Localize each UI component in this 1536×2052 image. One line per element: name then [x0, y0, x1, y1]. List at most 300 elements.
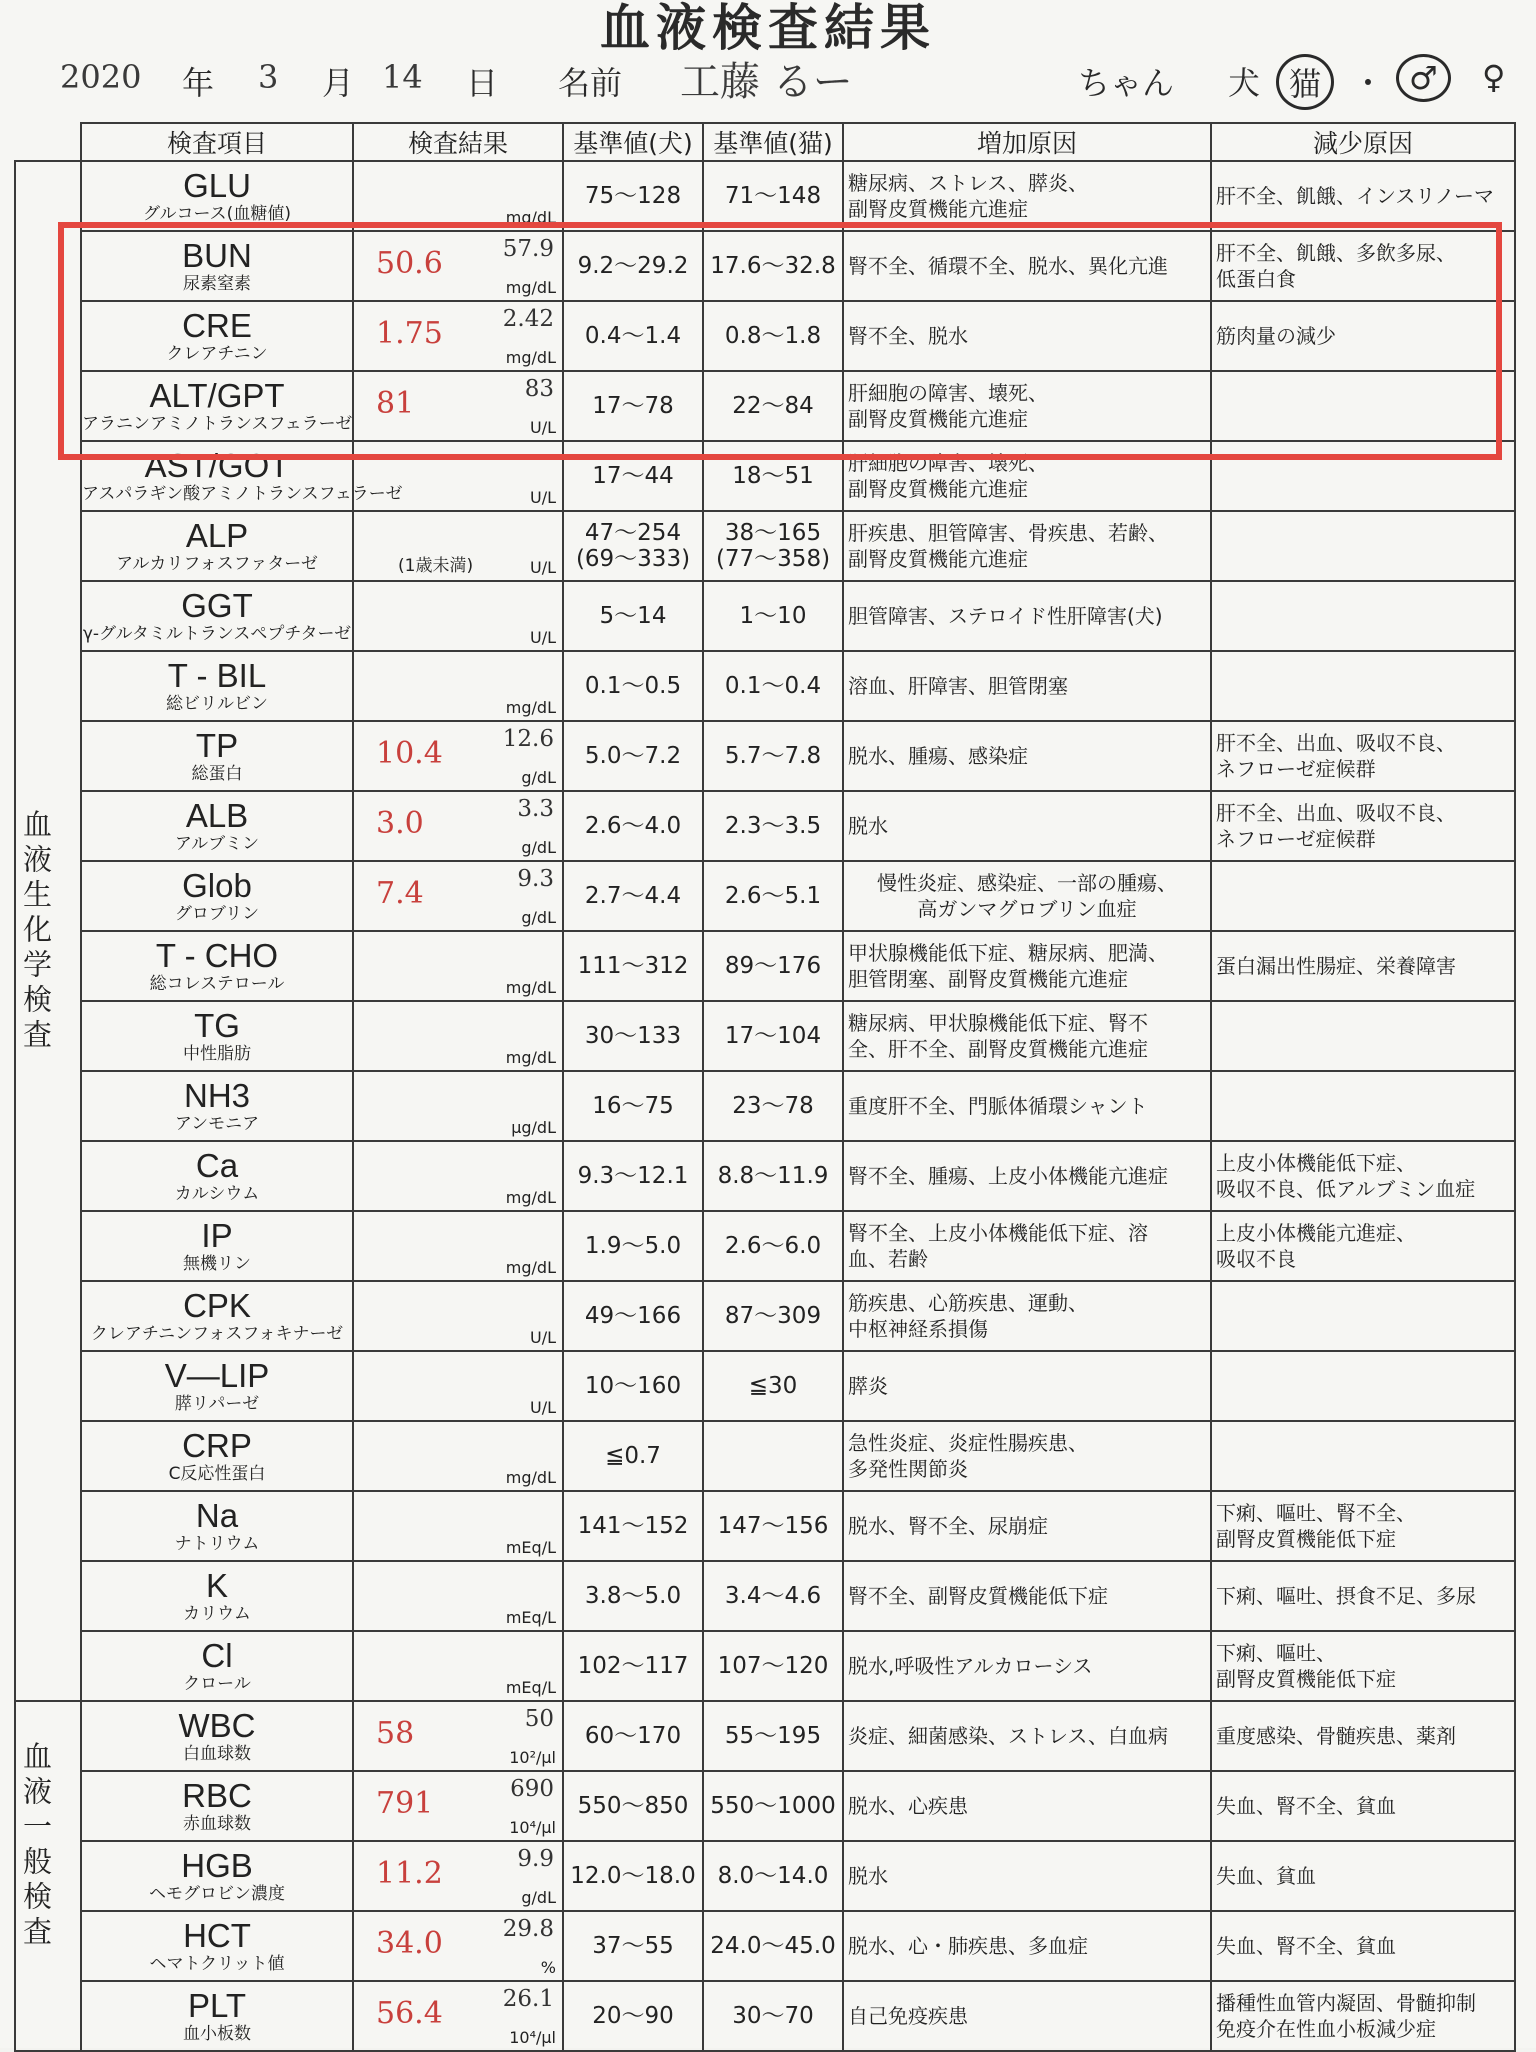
test-name-jp: C反応性蛋白	[168, 1464, 266, 1484]
table-row	[15, 1071, 1515, 1141]
col-result: 検査結果	[353, 123, 563, 161]
decrease-cause	[1211, 651, 1515, 721]
result-unit: μg/dL	[511, 1118, 556, 1137]
ref-dog: 141～152	[563, 1491, 703, 1561]
result-unit: U/L	[529, 418, 556, 437]
test-name-jp: ヘモグロビン濃度	[149, 1884, 285, 1904]
increase-cause: 脱水、腎不全、尿崩症	[843, 1491, 1211, 1561]
test-code: CPK	[183, 1287, 251, 1324]
test-name-jp: 中性脂肪	[183, 1044, 251, 1064]
test-name-jp: アルブミン	[174, 834, 260, 854]
test-name-jp: 総蛋白	[191, 764, 243, 784]
result-unit: mEq/L	[505, 1608, 556, 1627]
decrease-cause: 上皮小体機能亢進症、 吸収不良	[1211, 1211, 1515, 1281]
result-unit: 10⁴/μl	[509, 1818, 556, 1837]
test-code: V—LIP	[164, 1357, 270, 1394]
increase-cause: 重度肝不全、門脈体循環シャント	[843, 1071, 1211, 1141]
test-result	[353, 1141, 563, 1211]
test-item	[81, 1491, 353, 1561]
test-code: ALT/GPT	[149, 377, 285, 414]
sex-female: ♀	[1482, 58, 1506, 96]
ref-dog: 17～78	[563, 371, 703, 441]
test-name-jp: 無機リン	[183, 1254, 251, 1274]
ref-cat: 38～165 (77～358)	[703, 511, 843, 581]
result-value-red: 58	[376, 1716, 415, 1751]
ref-cat: 22～84	[703, 371, 843, 441]
col-decrease: 減少原因	[1211, 123, 1515, 161]
test-item	[81, 1281, 353, 1351]
test-item	[81, 1911, 353, 1981]
decrease-cause: 肝不全、飢餓、インスリノーマ	[1211, 161, 1515, 231]
increase-cause: 急性炎症、炎症性腸疾患、 多発性関節炎	[843, 1421, 1211, 1491]
decrease-cause	[1211, 1071, 1515, 1141]
ref-dog: 3.8～5.0	[563, 1561, 703, 1631]
ref-dog: 550～850	[563, 1771, 703, 1841]
test-result	[353, 371, 563, 441]
increase-cause: 筋疾患、心筋疾患、運動、 中枢神経系損傷	[843, 1281, 1211, 1351]
increase-cause: 脱水	[843, 1841, 1211, 1911]
test-item	[81, 1771, 353, 1841]
test-item	[81, 371, 353, 441]
test-result	[353, 511, 563, 581]
ref-cat: 107～120	[703, 1631, 843, 1701]
test-code: GGT	[181, 587, 253, 624]
table-row	[15, 1421, 1515, 1491]
ref-cat: 1～10	[703, 581, 843, 651]
ref-cat: 5.7～7.8	[703, 721, 843, 791]
result-unit: U/L	[529, 628, 556, 647]
test-item	[81, 861, 353, 931]
test-item	[81, 511, 353, 581]
result-unit: 10²/μl	[509, 1748, 556, 1767]
separator-dot: ・	[1352, 64, 1385, 102]
result-value-previous: 50	[524, 1706, 554, 1732]
table-row	[15, 1141, 1515, 1211]
test-code: IP	[201, 1217, 233, 1254]
table-row	[15, 371, 1515, 441]
test-result	[353, 301, 563, 371]
ref-cat: 30～70	[703, 1981, 843, 2051]
ref-dog: 37～55	[563, 1911, 703, 1981]
test-item	[81, 1071, 353, 1141]
test-name-jp: 白血球数	[183, 1744, 251, 1764]
ref-cat: 8.8～11.9	[703, 1141, 843, 1211]
result-unit: mg/dL	[505, 278, 556, 297]
table-row	[15, 1771, 1515, 1841]
table-row	[15, 1631, 1515, 1701]
test-name-jp: 膵リパーゼ	[174, 1394, 260, 1414]
test-code: HGB	[181, 1847, 253, 1884]
test-item	[81, 301, 353, 371]
test-name-jp: クレアチニン	[166, 344, 268, 364]
decrease-cause	[1211, 1001, 1515, 1071]
ref-dog: 5～14	[563, 581, 703, 651]
ref-dog: 1.9～5.0	[563, 1211, 703, 1281]
table-row	[15, 1701, 1515, 1771]
ref-cat: 71～148	[703, 161, 843, 231]
test-code: NH3	[183, 1077, 251, 1114]
decrease-cause	[1211, 371, 1515, 441]
ref-dog: 111～312	[563, 931, 703, 1001]
table-row	[15, 161, 1515, 231]
result-unit: U/L	[529, 558, 556, 577]
ref-dog: 47～254 (69～333)	[563, 511, 703, 581]
test-result	[353, 1421, 563, 1491]
decrease-cause: 下痢、嘔吐、 副腎皮質機能低下症	[1211, 1631, 1515, 1701]
test-item	[81, 1211, 353, 1281]
test-name-jp: 総ビリルビン	[166, 694, 268, 714]
test-item	[81, 791, 353, 861]
test-name-jp: カリウム	[183, 1604, 251, 1624]
ref-dog: 60～170	[563, 1701, 703, 1771]
test-name-jp: 赤血球数	[183, 1814, 251, 1834]
table-row	[15, 651, 1515, 721]
test-code: HCT	[183, 1917, 251, 1954]
test-code: ALB	[185, 797, 249, 834]
test-result	[353, 1771, 563, 1841]
test-result	[353, 231, 563, 301]
result-value-previous: 29.8	[502, 1916, 554, 1942]
result-value-red: 34.0	[376, 1926, 443, 1961]
increase-cause: 膵炎	[843, 1351, 1211, 1421]
test-name-jp: アラニンアミノトランスフェラーゼ	[82, 414, 353, 434]
report-title: 血液検査結果	[600, 0, 936, 57]
increase-cause: 炎症、細菌感染、ストレス、白血病	[843, 1701, 1211, 1771]
decrease-cause: 肝不全、飢餓、多飲多尿、 低蛋白食	[1211, 231, 1515, 301]
test-result	[353, 931, 563, 1001]
result-unit: g/dL	[521, 838, 556, 857]
test-name-jp: カルシウム	[174, 1184, 260, 1204]
test-code: TG	[194, 1007, 240, 1044]
test-name-jp: クロール	[183, 1674, 251, 1694]
header-spacer	[15, 123, 81, 161]
test-result	[353, 1561, 563, 1631]
result-unit: mEq/L	[505, 1678, 556, 1697]
increase-cause: 溶血、肝障害、胆管閉塞	[843, 651, 1211, 721]
test-code: AST/GOT	[144, 447, 290, 484]
increase-cause: 脱水、心・肺疾患、多血症	[843, 1911, 1211, 1981]
increase-cause: 糖尿病、甲状腺機能低下症、腎不 全、肝不全、副腎皮質機能亢進症	[843, 1001, 1211, 1071]
test-result	[353, 161, 563, 231]
test-item	[81, 1701, 353, 1771]
day-value: 14	[382, 58, 423, 96]
test-code: Ca	[195, 1147, 239, 1184]
month-value: 3	[258, 58, 279, 96]
decrease-cause: 肝不全、出血、吸収不良、 ネフローゼ症候群	[1211, 721, 1515, 791]
decrease-cause: 肝不全、出血、吸収不良、 ネフローゼ症候群	[1211, 791, 1515, 861]
test-code: CRP	[182, 1427, 252, 1464]
table-row	[15, 231, 1515, 301]
test-item	[81, 1561, 353, 1631]
increase-cause: 脱水,呼吸性アルカローシス	[843, 1631, 1211, 1701]
ref-dog: 17～44	[563, 441, 703, 511]
test-name-jp: グロブリン	[174, 904, 260, 924]
test-item	[81, 1981, 353, 2051]
result-value-red: 10.4	[376, 736, 443, 771]
decrease-cause	[1211, 1351, 1515, 1421]
section-biochemistry	[15, 161, 81, 1701]
year-label: 年	[182, 64, 215, 102]
decrease-cause: 重度感染、骨髄疾患、薬剤	[1211, 1701, 1515, 1771]
test-result	[353, 1071, 563, 1141]
test-item	[81, 441, 403, 511]
sex-male-circled: ♂	[1396, 54, 1451, 102]
increase-cause: 胆管障害、ステロイド性肝障害(犬)	[843, 581, 1211, 651]
ref-cat: 24.0～45.0	[703, 1911, 843, 1981]
increase-cause: 腎不全、上皮小体機能低下症、溶 血、若齢	[843, 1211, 1211, 1281]
table-row	[15, 511, 1515, 581]
section-cbc	[15, 1701, 81, 2051]
result-unit: mEq/L	[505, 1538, 556, 1557]
result-unit: mg/dL	[505, 1258, 556, 1277]
test-result	[353, 861, 563, 931]
test-item	[81, 1351, 353, 1421]
increase-cause: 肝細胞の障害、壊死、 副腎皮質機能亢進症	[843, 371, 1211, 441]
result-value-red: 3.0	[376, 806, 424, 841]
decrease-cause	[1211, 581, 1515, 651]
table-row	[15, 1491, 1515, 1561]
test-item	[81, 231, 353, 301]
result-value-previous: 26.1	[502, 1986, 554, 2012]
ref-cat: 17～104	[703, 1001, 843, 1071]
result-value-previous: 9.3	[517, 866, 554, 892]
test-item	[81, 161, 353, 231]
test-code: Glob	[182, 867, 252, 904]
result-value-previous: 2.42	[502, 306, 554, 332]
ref-cat: 8.0～14.0	[703, 1841, 843, 1911]
year-value: 2020	[60, 58, 142, 96]
ref-dog: 5.0～7.2	[563, 721, 703, 791]
increase-cause: 肝細胞の障害、壊死、 副腎皮質機能亢進症	[843, 441, 1211, 511]
result-unit: g/dL	[521, 768, 556, 787]
table-row	[15, 1561, 1515, 1631]
decrease-cause: 上皮小体機能低下症、 吸収不良、低アルブミン血症	[1211, 1141, 1515, 1211]
decrease-cause: 失血、腎不全、貧血	[1211, 1911, 1515, 1981]
test-code: PLT	[187, 1987, 247, 2024]
test-result	[353, 1911, 563, 1981]
decrease-cause: 下痢、嘔吐、摂食不足、多尿	[1211, 1561, 1515, 1631]
table-row	[15, 1211, 1515, 1281]
ref-cat: 0.8～1.8	[703, 301, 843, 371]
result-value-previous: 12.6	[502, 726, 554, 752]
table-row	[15, 1001, 1515, 1071]
table-row	[15, 791, 1515, 861]
test-item	[81, 581, 353, 651]
result-unit: g/dL	[521, 1888, 556, 1907]
test-code: RBC	[182, 1777, 252, 1814]
test-result	[353, 791, 563, 861]
section-label: 血液一般検査	[19, 1741, 53, 1951]
result-unit: mg/dL	[505, 1048, 556, 1067]
result-unit: g/dL	[521, 908, 556, 927]
test-result	[353, 1351, 563, 1421]
result-value-previous: 9.9	[517, 1846, 554, 1872]
test-item	[81, 931, 353, 1001]
test-result	[353, 1631, 563, 1701]
table-row	[15, 441, 1515, 511]
test-code: T - BIL	[167, 657, 267, 694]
increase-cause: 慢性炎症、感染症、一部の腫瘍、 高ガンマグロブリン血症	[843, 861, 1211, 931]
result-value-previous: 690	[510, 1776, 554, 1802]
test-name-jp: アルカリフォスファターゼ	[116, 554, 318, 574]
day-label: 日	[466, 64, 499, 102]
test-item	[81, 1841, 353, 1911]
test-code: BUN	[182, 237, 252, 274]
table-row	[15, 1841, 1515, 1911]
ref-cat: 2.6～5.1	[703, 861, 843, 931]
ref-dog: 16～75	[563, 1071, 703, 1141]
test-code: T - CHO	[155, 937, 279, 974]
ref-dog: 0.1～0.5	[563, 651, 703, 721]
test-code: WBC	[178, 1707, 256, 1744]
ref-dog: 10～160	[563, 1351, 703, 1421]
name-label: 名前	[558, 64, 623, 102]
table-row	[15, 301, 1515, 371]
ref-dog: ≦0.7	[563, 1421, 703, 1491]
result-value-previous: 3.3	[517, 796, 554, 822]
result-unit: mg/dL	[505, 698, 556, 717]
result-value-red: 791	[376, 1786, 434, 1821]
patient-name: 工藤 るー	[680, 59, 853, 105]
section-label: 血液生化学検査	[19, 808, 53, 1054]
test-name-jp: 血小板数	[183, 2024, 251, 2044]
test-code: Na	[195, 1497, 239, 1534]
test-item	[81, 651, 353, 721]
result-value-red: 7.4	[376, 876, 424, 911]
test-result	[353, 1001, 563, 1071]
test-item	[81, 1001, 353, 1071]
decrease-cause	[1211, 1281, 1515, 1351]
decrease-cause: 筋肉量の減少	[1211, 301, 1515, 371]
result-unit: %	[540, 1958, 556, 1977]
test-item	[81, 1631, 353, 1701]
results-table	[14, 122, 1516, 2052]
test-name-jp: 尿素窒素	[183, 274, 251, 294]
test-name-jp: アンモニア	[174, 1114, 260, 1134]
ref-dog: 9.3～12.1	[563, 1141, 703, 1211]
result-value-red: 50.6	[376, 246, 443, 281]
table-row	[15, 1351, 1515, 1421]
test-item	[81, 1141, 353, 1211]
decrease-cause	[1211, 1421, 1515, 1491]
result-value-red: 1.75	[376, 316, 443, 351]
ref-dog: 49～166	[563, 1281, 703, 1351]
test-name-jp: ヘマトクリット値	[149, 1954, 285, 1974]
ref-dog: 75～128	[563, 161, 703, 231]
decrease-cause	[1211, 441, 1515, 511]
result-value-red: 81	[376, 386, 415, 421]
decrease-cause: 播種性血管内凝固、骨髄抑制 免疫介在性血小板減少症	[1211, 1981, 1515, 2051]
ref-dog: 30～133	[563, 1001, 703, 1071]
col-increase: 増加原因	[843, 123, 1211, 161]
test-result	[353, 1281, 563, 1351]
result-value-red: 11.2	[376, 1856, 443, 1891]
name-suffix: ちゃん	[1078, 64, 1175, 102]
increase-cause: 肝疾患、胆管障害、骨疾患、若齢、 副腎皮質機能亢進症	[843, 511, 1211, 581]
increase-cause: 腎不全、副腎皮質機能低下症	[843, 1561, 1211, 1631]
ref-dog: 2.7～4.4	[563, 861, 703, 931]
test-code: CRE	[182, 307, 252, 344]
ref-dog: 2.6～4.0	[563, 791, 703, 861]
test-result	[353, 1841, 563, 1911]
test-result	[353, 1211, 563, 1281]
ref-cat: 55～195	[703, 1701, 843, 1771]
decrease-cause	[1211, 861, 1515, 931]
increase-cause: 甲状腺機能低下症、糖尿病、肥満、 胆管閉塞、副腎皮質機能亢進症	[843, 931, 1211, 1001]
test-result	[353, 721, 563, 791]
result-unit: mg/dL	[505, 1188, 556, 1207]
decrease-cause: 失血、腎不全、貧血	[1211, 1771, 1515, 1841]
decrease-cause: 失血、貧血	[1211, 1841, 1515, 1911]
test-result	[353, 441, 563, 511]
test-code: Cl	[201, 1637, 233, 1674]
table-row	[15, 861, 1515, 931]
result-unit: 10⁴/μl	[509, 2028, 556, 2047]
species-dog: 犬	[1228, 64, 1261, 102]
test-result	[353, 651, 563, 721]
test-result	[353, 1981, 563, 2051]
col-ref-dog: 基準値(犬)	[563, 123, 703, 161]
ref-cat: 0.1～0.4	[703, 651, 843, 721]
decrease-cause: 蛋白漏出性腸症、栄養障害	[1211, 931, 1515, 1001]
increase-cause: 自己免疫疾患	[843, 1981, 1211, 2051]
ref-cat: 2.3～3.5	[703, 791, 843, 861]
increase-cause: 脱水、腫瘍、感染症	[843, 721, 1211, 791]
result-value-previous: 57.9	[502, 236, 554, 262]
test-name-jp: 総コレステロール	[149, 974, 285, 994]
month-label: 月	[322, 64, 355, 102]
result-note: (1歳未満)	[398, 556, 474, 576]
increase-cause: 腎不全、循環不全、脱水、異化亢進	[843, 231, 1211, 301]
result-value-red: 56.4	[376, 1996, 443, 2031]
ref-cat: ≦30	[703, 1351, 843, 1421]
test-code: TP	[195, 727, 239, 764]
decrease-cause	[1211, 511, 1515, 581]
test-item	[81, 721, 353, 791]
test-code: ALP	[185, 517, 249, 554]
result-unit: U/L	[529, 488, 556, 507]
test-result	[353, 1491, 563, 1561]
test-name-jp: ナトリウム	[174, 1534, 260, 1554]
increase-cause: 脱水	[843, 791, 1211, 861]
test-name-jp: γ-グルタミルトランスペプチターゼ	[82, 624, 352, 644]
species-cat-circled: 猫	[1276, 54, 1334, 110]
test-code: K	[205, 1567, 228, 1604]
ref-cat: 3.4～4.6	[703, 1561, 843, 1631]
table-row	[15, 1981, 1515, 2051]
table-row	[15, 581, 1515, 651]
test-name-jp: グルコース(血糖値)	[143, 204, 291, 224]
increase-cause: 腎不全、脱水	[843, 301, 1211, 371]
ref-dog: 20～90	[563, 1981, 703, 2051]
decrease-cause: 下痢、嘔吐、腎不全、 副腎皮質機能低下症	[1211, 1491, 1515, 1561]
result-unit: mg/dL	[505, 978, 556, 997]
results-body	[15, 161, 1515, 2051]
ref-cat: 17.6～32.8	[703, 231, 843, 301]
ref-dog: 0.4～1.4	[563, 301, 703, 371]
test-name-jp: クレアチニンフォスフォキナーゼ	[90, 1324, 344, 1344]
col-item: 検査項目	[81, 123, 353, 161]
result-value-previous: 83	[524, 376, 554, 402]
result-unit: mg/dL	[505, 348, 556, 367]
result-unit: mg/dL	[505, 208, 556, 227]
table-row	[15, 931, 1515, 1001]
ref-cat: 87～309	[703, 1281, 843, 1351]
ref-cat: 147～156	[703, 1491, 843, 1561]
increase-cause: 腎不全、腫瘍、上皮小体機能亢進症	[843, 1141, 1211, 1211]
col-ref-cat: 基準値(猫)	[703, 123, 843, 161]
table-row	[15, 1281, 1515, 1351]
